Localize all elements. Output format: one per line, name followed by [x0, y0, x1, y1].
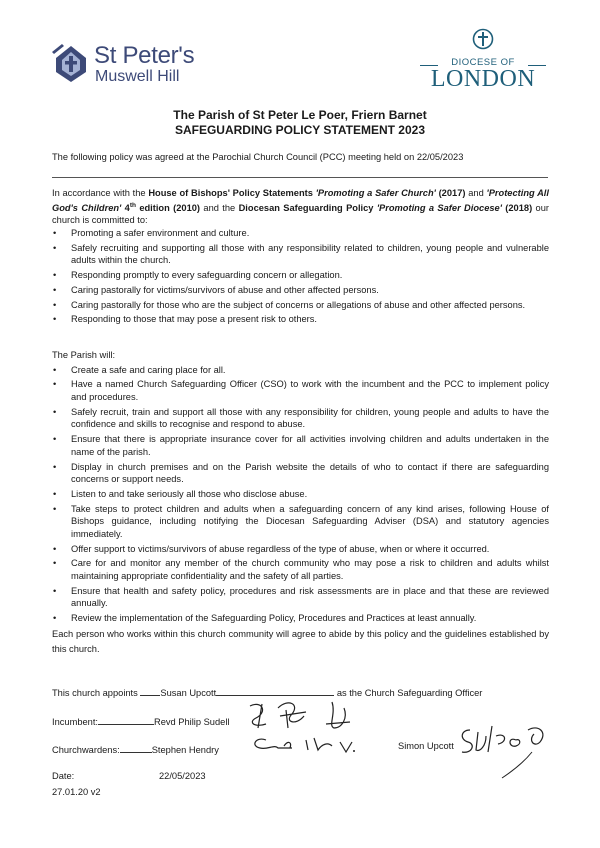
intro-text: The following policy was agreed at the Parochial Church Council (PCC) meeting held on 22/05/2023 [52, 152, 464, 162]
list-item: • Listen to and take seriously all those who disclose abuse. [52, 488, 549, 501]
version-label: 27.01.20 v2 [52, 787, 101, 797]
list-item: • Offer support to victims/survivors of abuse regardless of the type of abuse, when or where it occurred. [52, 543, 549, 556]
diocese-logo [418, 28, 548, 90]
list-item: • Promoting a safer environment and culture. [52, 227, 549, 240]
commitment-paragraph: In accordance with the House of Bishops' Policy Statements 'Promoting a Safer Church' (2017) and 'Protecting All God's Children' 4th edition (2010) and the Diocesan Safeguarding Policy 'Promoting a Safer Diocese' (2018) our church is committed to: [52, 188, 549, 226]
list-item: • Create a safe and caring place for all. [52, 364, 549, 377]
date-value: 22/05/2023 [159, 771, 206, 781]
date-label: Date: [52, 771, 75, 781]
incumbent-label: Incumbent: [52, 717, 98, 727]
parish-logo-line1: St Peter's [94, 42, 195, 69]
document-subtitle: SAFEGUARDING POLICY STATEMENT 2023 [174, 123, 426, 137]
parish-logo-line2: Muswell Hill [95, 68, 180, 85]
list-item: • Care for and monitor any member of the church community who may pose a risk to children and adults whilst maintaining appropriate confidentiality and the safety of all parties. [52, 557, 549, 582]
list-item: • Ensure that health and safety policy, procedures and risk assessments are in place and that these are reviewed annually. [52, 585, 549, 610]
list-item: • Take steps to protect children and adults when a safeguarding concern of any kind arises, following House of Bishops guidance, including notifying the Diocesan Safeguarding Adviser (DSA) and statutory agencies immediately. [52, 503, 549, 541]
list-item: • Caring pastorally for victims/survivors of abuse and other affected persons. [52, 284, 549, 297]
churchwardens-row [52, 741, 219, 755]
parish-intro: The Parish will: [52, 350, 116, 360]
parish-section [52, 349, 549, 657]
divider [52, 177, 548, 178]
list-item: • Safely recruit, train and support all those with any responsibility for children, young people and adults to have the confidence and skills to recognise and respond to abuse. [52, 406, 549, 431]
churchwarden-signature-1 [248, 734, 358, 756]
list-item: • Caring pastorally for those who are the subject of concerns or allegations of abuse and other affected persons. [52, 299, 549, 312]
churchwardens-label: Churchwardens: [52, 745, 120, 755]
list-item: • Responding to those that may pose a present risk to others. [52, 313, 549, 326]
appoints-suffix: as the Church Safeguarding Officer [336, 688, 483, 698]
churchwarden-name-2: Simon Upcott [398, 741, 454, 751]
incumbent-row [52, 713, 229, 727]
list-item: • Review the implementation of the Safeguarding Policy, Procedures and Practices at least annually. [52, 612, 549, 625]
churchwarden-signature-2 [458, 722, 554, 782]
church-shield-icon [52, 42, 90, 84]
document-title: The Parish of St Peter Le Poer, Friern Barnet [173, 108, 427, 122]
commitment-section [52, 187, 549, 328]
list-item: • Have a named Church Safeguarding Officer (CSO) to work with the incumbent and the PCC to implement policy and procedures. [52, 378, 549, 403]
parish-logo [52, 40, 212, 90]
incumbent-name: Revd Philip Sudell [154, 717, 230, 727]
list-item: • Safely recruiting and supporting all those with any responsibility related to children, young people and vulnerable adults within the church. [52, 242, 549, 267]
commitment-list [52, 227, 549, 326]
cso-appointment-row [52, 684, 482, 698]
list-item: • Responding promptly to every safeguarding concern or allegation. [52, 269, 549, 282]
diocese-logo-line1: DIOCESE OF [451, 57, 515, 68]
cso-name: Susan Upcott [160, 688, 217, 698]
closing-paragraph: Each person who works within this church community will agree to abide by this policy and the guidelines established by this church. [52, 628, 549, 654]
diocese-logo-line2: LONDON [430, 66, 536, 92]
list-item: • Display in church premises and on the Parish website the details of who to contact if there are safeguarding concerns or support needs. [52, 461, 549, 486]
appoints-label: This church appoints [52, 688, 138, 698]
diocese-cross-icon [472, 28, 494, 50]
churchwarden-name-1: Stephen Hendry [151, 745, 219, 755]
incumbent-signature [244, 698, 354, 732]
list-item: • Ensure that there is appropriate insurance cover for all activities involving children and adults undertaken in the name of the parish. [52, 433, 549, 458]
parish-list [52, 364, 549, 625]
